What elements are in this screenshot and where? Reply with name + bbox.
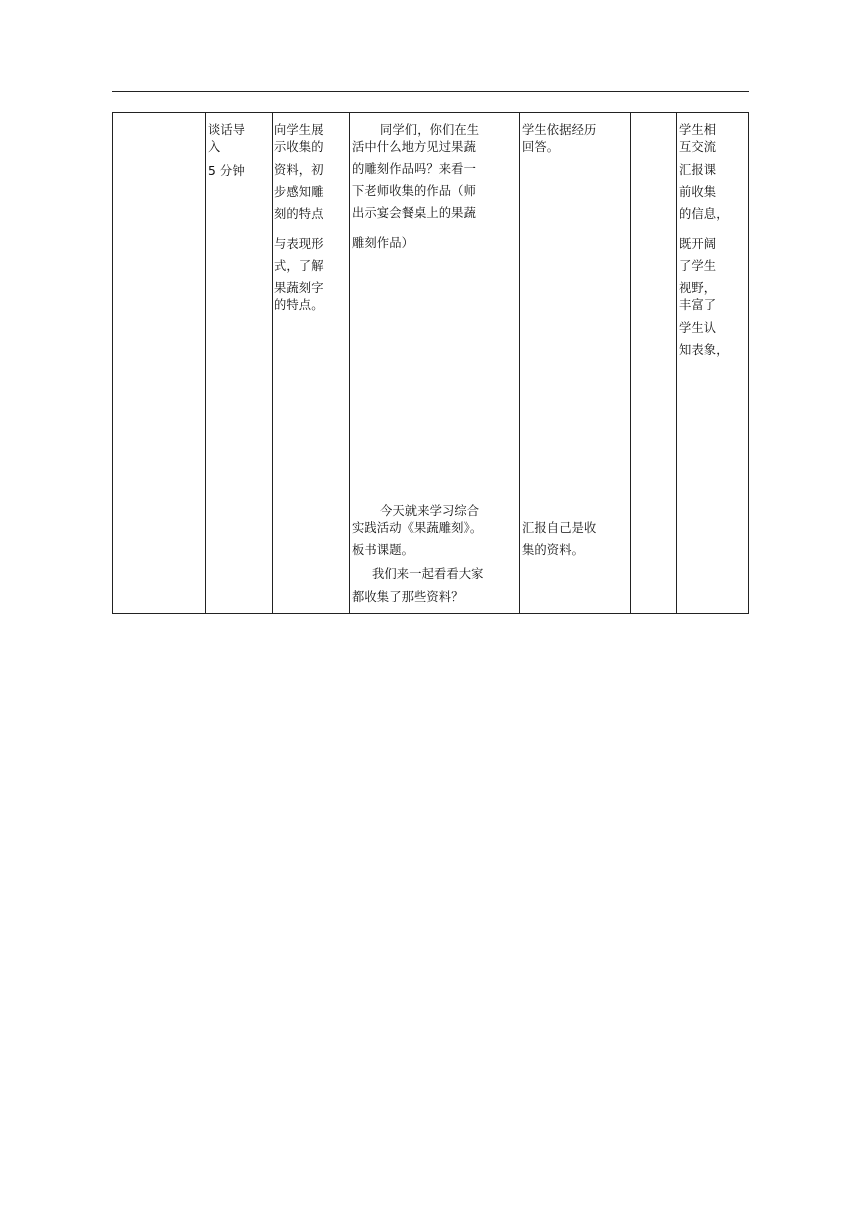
teacher-activity-line: 出示宴会餐桌上的果蔬 <box>352 206 476 220</box>
objective-line: 果蔬刻字 <box>274 281 324 295</box>
header-rule <box>112 91 749 92</box>
teacher-activity-line: 今天就来学习综合 <box>380 504 480 518</box>
col-divider-1 <box>205 112 206 614</box>
col-divider-5 <box>630 112 631 614</box>
col-divider-2 <box>272 112 273 614</box>
stage-title-line1: 谈话导 <box>208 123 246 137</box>
student-activity-line: 回答。 <box>522 140 560 154</box>
objective-line: 刻的特点 <box>274 207 324 221</box>
table-left-border <box>112 112 113 614</box>
objective-line: 式，了解 <box>274 259 324 273</box>
stage-duration: 5 分钟 <box>208 164 245 178</box>
teacher-activity-line: 活中什么地方见过果蔬 <box>352 140 476 154</box>
col-divider-3 <box>349 112 350 614</box>
col-divider-4 <box>519 112 520 614</box>
design-intent-line: 知表象， <box>679 343 729 357</box>
objective-line: 的特点。 <box>274 298 324 312</box>
teacher-activity-line: 同学们，你们在生 <box>380 123 480 137</box>
stage-title-line2: 入 <box>208 140 221 154</box>
objective-line: 与表现形 <box>274 237 324 251</box>
design-intent-line: 既开阔 <box>679 237 717 251</box>
teacher-activity-line: 实践活动《果蔬雕刻》。 <box>352 521 483 535</box>
design-intent-line: 互交流 <box>679 140 717 154</box>
teacher-activity-line: 我们来一起看看大家 <box>372 567 484 581</box>
design-intent-line: 视野， <box>679 281 717 295</box>
objective-line: 步感知雕 <box>274 185 324 199</box>
objective-line: 示收集的 <box>274 140 324 154</box>
student-activity-line: 集的资料。 <box>522 543 584 557</box>
design-intent-line: 汇报课 <box>679 163 717 177</box>
objective-line: 资料，初 <box>274 163 324 177</box>
teacher-activity-line: 的雕刻作品吗？来看一 <box>352 162 476 176</box>
table-bottom-border <box>112 613 749 614</box>
table-top-border <box>112 112 749 113</box>
teacher-activity-line: 都收集了那些资料？ <box>352 590 464 604</box>
teacher-activity-line: 下老师收集的作品（师 <box>352 184 476 198</box>
design-intent-line: 学生认 <box>679 321 717 335</box>
student-activity-line: 汇报自己是收 <box>522 521 597 535</box>
table-right-border <box>748 112 749 614</box>
teacher-activity-line: 雕刻作品） <box>352 236 414 250</box>
design-intent-line: 的信息， <box>679 207 729 221</box>
objective-line: 向学生展 <box>274 123 324 137</box>
design-intent-line: 了学生 <box>679 259 717 273</box>
design-intent-line: 学生相 <box>679 123 717 137</box>
design-intent-line: 前收集 <box>679 185 717 199</box>
col-divider-6 <box>676 112 677 614</box>
student-activity-line: 学生依据经历 <box>522 123 597 137</box>
teacher-activity-line: 板书课题。 <box>352 543 414 557</box>
design-intent-line: 丰富了 <box>679 298 717 312</box>
